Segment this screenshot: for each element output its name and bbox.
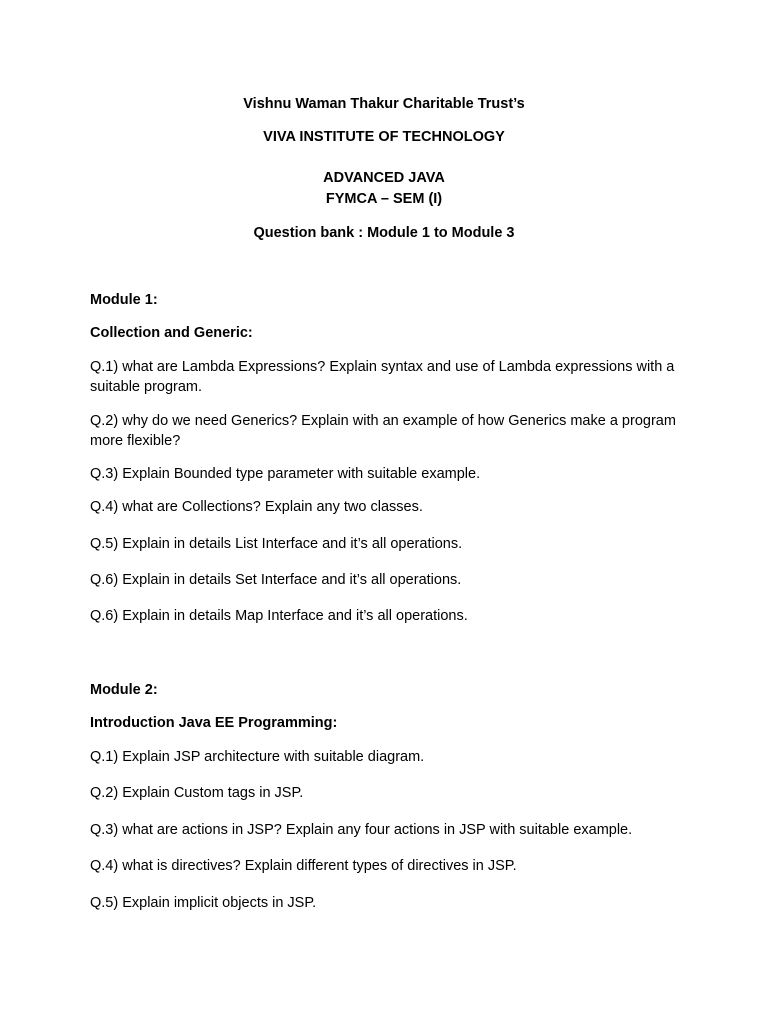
question-item: Q.5) Explain in details List Interface and it’s all operations. — [90, 536, 463, 552]
question-item: Q.3) what are actions in JSP? Explain any four actions in JSP with suitable example. — [90, 822, 633, 838]
question-item: Q.4) what is directives? Explain different types of directives in JSP. — [90, 858, 517, 874]
institute-name: VIVA INSTITUTE OF TECHNOLOGY — [263, 129, 505, 145]
question-item: Q.6) Explain in details Set Interface and it’s all operations. — [90, 572, 462, 588]
question-item: Q.6) Explain in details Map Interface and it’s all operations. — [90, 608, 468, 624]
class-semester: FYMCA – SEM (I) — [325, 191, 443, 207]
module-heading: Module 1: — [90, 292, 158, 308]
module-topic: Introduction Java EE Programming: — [90, 715, 338, 731]
question-item: Q.2) Explain Custom tags in JSP. — [90, 785, 304, 801]
question-item: Q.3) Explain Bounded type parameter with suitable example. — [90, 466, 481, 482]
question-item: Q.4) what are Collections? Explain any two classes. — [90, 499, 423, 515]
question-item: Q.5) Explain implicit objects in JSP. — [90, 895, 317, 911]
question-item: Q.1) what are Lambda Expressions? Explain syntax and use of Lambda expressions with a suitable program. — [90, 359, 675, 395]
module-topic: Collection and Generic: — [90, 325, 253, 341]
trust-name: Vishnu Waman Thakur Charitable Trust’s — [243, 96, 525, 112]
module-heading: Module 2: — [90, 682, 158, 698]
doc-title: Question bank : Module 1 to Module 3 — [253, 225, 515, 241]
question-item: Q.2) why do we need Generics? Explain with an example of how Generics make a program more flexible? — [90, 413, 676, 449]
question-item: Q.1) Explain JSP architecture with suitable diagram. — [90, 749, 425, 765]
subject-title: ADVANCED JAVA — [323, 170, 445, 186]
